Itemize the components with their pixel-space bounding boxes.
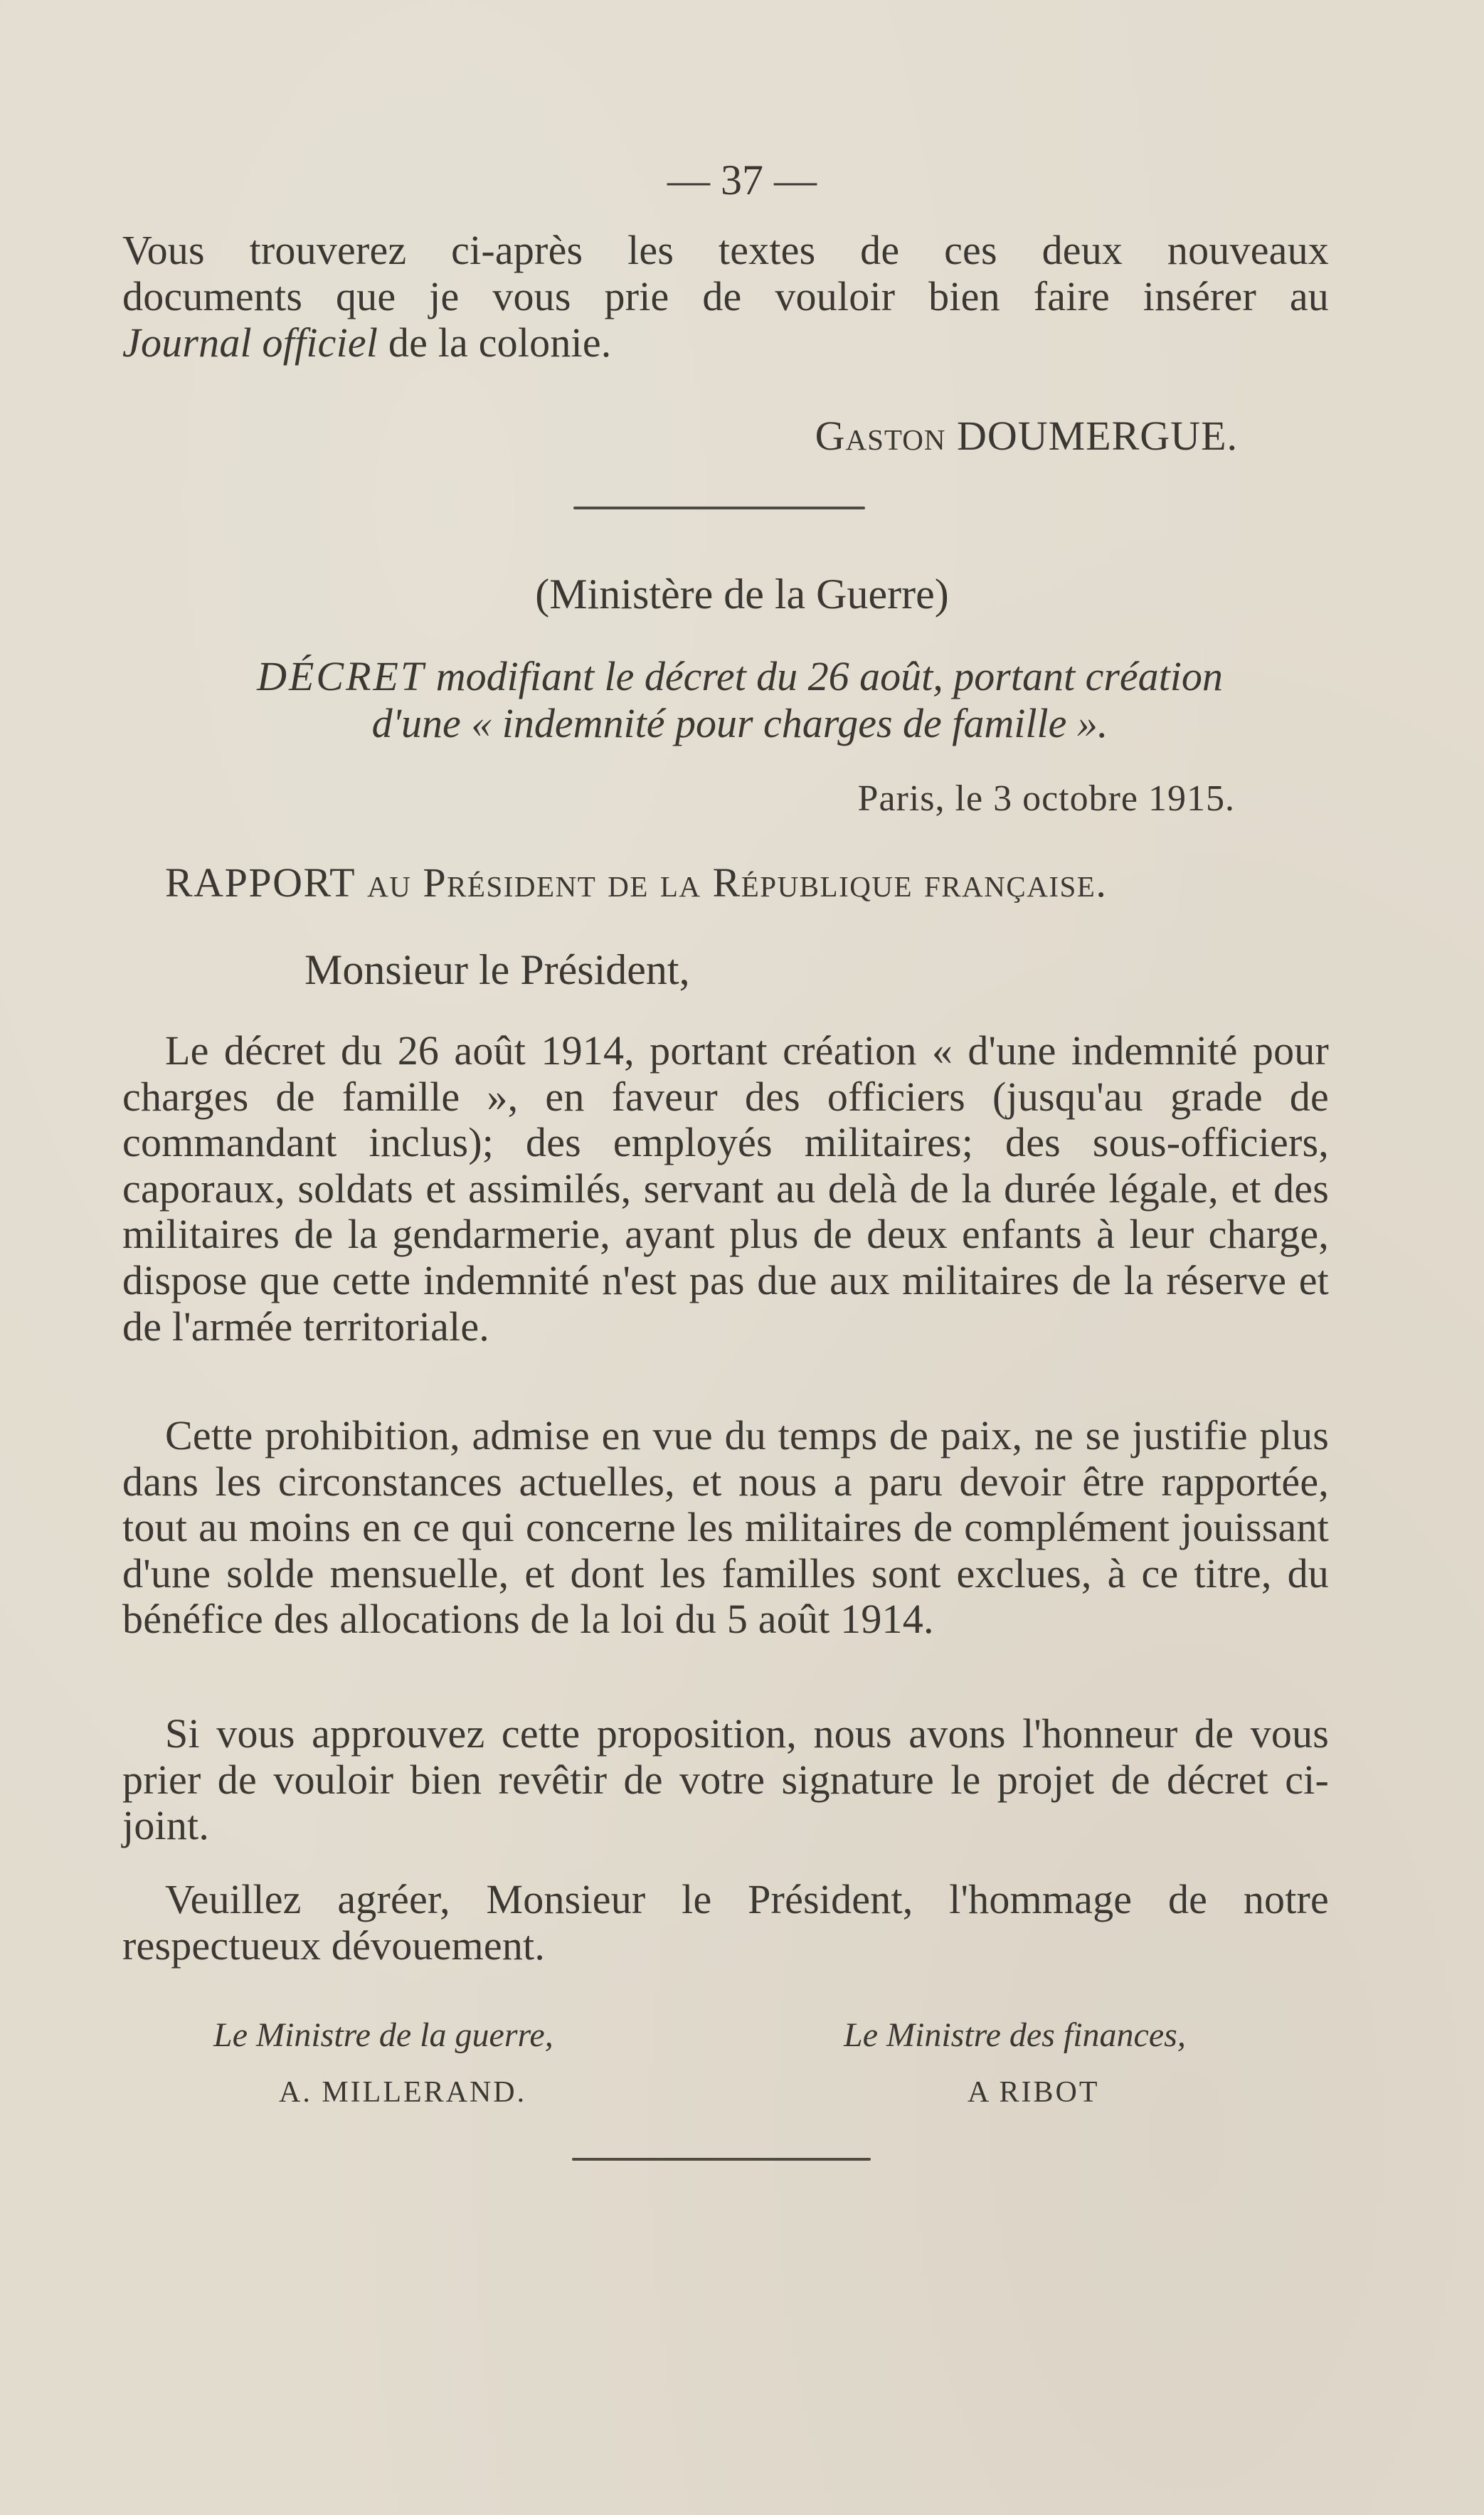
- page-number: — 37 —: [667, 157, 817, 203]
- signature-right-title: Le Ministre des finances,: [844, 2016, 1186, 2054]
- intro-line-1: Vous trouverez ci-après les textes de ces deux nouveaux: [122, 227, 1329, 273]
- signature-left-title: Le Ministre de la guerre,: [213, 2016, 553, 2054]
- paragraph-3: Si vous approuvez cette proposition, nous avons l'honneur de vous prier de vouloir bien revêtir de votre signature le projet de décret ci-joint.: [122, 1710, 1329, 1849]
- decree-word: DÉCRET: [257, 653, 426, 699]
- intro-line-2: documents que je vous prie de vouloir bien faire insérer au: [122, 273, 1329, 319]
- closing-divider: [572, 2158, 871, 2161]
- decree-title-line-1-rest: modifiant le décret du 26 août, portant création: [425, 653, 1223, 699]
- signature-doumergue: [815, 413, 1238, 460]
- section-divider: [573, 507, 865, 509]
- decree-title-line-1: [142, 653, 1337, 700]
- signature-first-name: Gaston: [815, 413, 946, 459]
- signature-last-name: DOUMERGUE.: [956, 413, 1238, 459]
- intro-line-3: [122, 320, 1329, 366]
- paragraph-1: Le décret du 26 août 1914, portant création « d'une indemnité pour charges de famille », en faveur des officiers (jusqu'au grade de commandant inclus); des employés militaires; des sous-officiers, caporaux, soldats et assimilés, servant au delà de la durée légale, et des militaires de la gendarmerie, ayant plus de deux enfants à leur charge, dispose que cette indemnité n'est pas due aux militaires de la réserve et de l'armée territoriale.: [122, 1027, 1329, 1350]
- decree-title: [142, 653, 1337, 747]
- salutation: Monsieur le Président,: [304, 946, 690, 993]
- paragraph-2: Cette prohibition, admise en vue du temps de paix, ne se justifie plus dans les circonstances actuelles, et nous a paru devoir être rapportée, tout au moins en ce qui concerne les militaires de complément jouissant d'une solde mensuelle, et dont les familles sont exclues, à ce titre, du bénéfice des allocations de la loi du 5 août 1914.: [122, 1412, 1329, 1643]
- intro-line-3-rest: de la colonie.: [378, 319, 612, 366]
- report-heading-rest: au Président de la République française.: [356, 859, 1108, 906]
- paragraph-4: Veuillez agréer, Monsieur le Président, l'hommage de notre respectueux dévouement.: [122, 1876, 1329, 1969]
- report-word: RAPPORT: [165, 859, 356, 906]
- report-heading: [165, 859, 1325, 906]
- journal-officiel-italic: Journal officiel: [122, 319, 378, 366]
- decree-title-line-2: d'une « indemnité pour charges de famille ».: [371, 700, 1108, 746]
- signature-right-name: A RIBOT: [968, 2076, 1100, 2109]
- decree-date: Paris, le 3 octobre 1915.: [857, 778, 1235, 819]
- signature-left-name: A. MILLERAND.: [279, 2076, 527, 2109]
- ministry-heading: (Ministère de la Guerre): [535, 571, 949, 618]
